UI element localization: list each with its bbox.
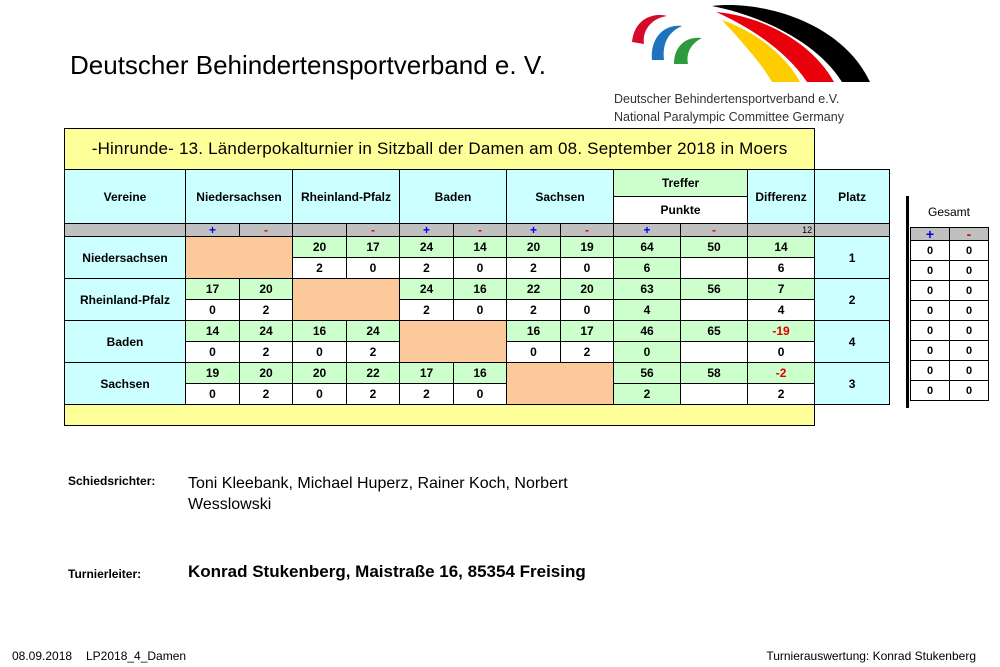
score-cell: 20 bbox=[240, 363, 293, 384]
punkte-header: Punkte bbox=[614, 197, 748, 224]
score-cell: 17 bbox=[186, 279, 240, 300]
score-cell: 4 bbox=[748, 300, 815, 321]
score-cell: 0 bbox=[293, 384, 347, 405]
score-cell: 2 bbox=[240, 342, 293, 363]
score-cell: 6 bbox=[614, 258, 681, 279]
score-cell: 58 bbox=[681, 363, 748, 384]
self-match-cell bbox=[507, 363, 614, 405]
gesamt-cell: 0 bbox=[911, 321, 950, 341]
col-header-sachsen: Sachsen bbox=[507, 170, 614, 224]
table-row bbox=[65, 363, 890, 384]
score-cell: 17 bbox=[347, 237, 400, 258]
score-cell: 2 bbox=[240, 384, 293, 405]
score-cell: 24 bbox=[347, 321, 400, 342]
score-cell: 2 bbox=[293, 258, 347, 279]
plus-sign: + bbox=[400, 224, 454, 237]
gesamt-row bbox=[911, 361, 989, 381]
score-cell: 0 bbox=[186, 384, 240, 405]
score-cell: 64 bbox=[614, 237, 681, 258]
table-row bbox=[65, 384, 890, 405]
score-cell: 20 bbox=[293, 237, 347, 258]
score-cell: 19 bbox=[561, 237, 614, 258]
score-cell: 2 bbox=[400, 384, 454, 405]
referee-label: Schiedsrichter: bbox=[68, 474, 156, 488]
gesamt-cell: 0 bbox=[950, 241, 989, 261]
vereine-header: Vereine bbox=[65, 170, 186, 224]
paralympic-logo-icon bbox=[612, 2, 874, 126]
gesamt-cell: 0 bbox=[911, 361, 950, 381]
score-cell: 65 bbox=[681, 321, 748, 342]
gesamt-row bbox=[911, 281, 989, 301]
gesamt-cell: 0 bbox=[911, 241, 950, 261]
gesamt-row bbox=[911, 261, 989, 281]
platz-header: Platz bbox=[815, 170, 890, 224]
score-cell: 20 bbox=[507, 237, 561, 258]
gesamt-row bbox=[911, 301, 989, 321]
score-cell: -2 bbox=[748, 363, 815, 384]
gesamt-row bbox=[911, 381, 989, 401]
score-cell: 0 bbox=[186, 342, 240, 363]
score-cell: 56 bbox=[614, 363, 681, 384]
score-cell: 20 bbox=[240, 279, 293, 300]
score-cell: 7 bbox=[748, 279, 815, 300]
score-cell bbox=[681, 384, 748, 405]
footer-evaluation: Turnierauswertung: Konrad Stukenberg bbox=[766, 649, 976, 663]
plus-sign: + bbox=[911, 228, 950, 241]
gesamt-table bbox=[910, 227, 989, 401]
team-name: Niedersachsen bbox=[65, 237, 186, 279]
score-cell: 14 bbox=[454, 237, 507, 258]
score-cell: 0 bbox=[454, 384, 507, 405]
score-cell: 0 bbox=[454, 300, 507, 321]
team-name: Sachsen bbox=[65, 363, 186, 405]
gesamt-row bbox=[911, 341, 989, 361]
score-cell: 14 bbox=[186, 321, 240, 342]
sign-note: 12 bbox=[748, 224, 815, 237]
gesamt-cell: 0 bbox=[950, 261, 989, 281]
col-header-baden: Baden bbox=[400, 170, 507, 224]
table-row bbox=[65, 237, 890, 258]
table-title: -Hinrunde- 13. Länderpokalturnier in Sitzball der Damen am 08. September 2018 in Moers bbox=[65, 129, 815, 170]
score-cell: 24 bbox=[400, 237, 454, 258]
director-label: Turnierleiter: bbox=[68, 567, 142, 581]
score-cell: 2 bbox=[561, 342, 614, 363]
score-cell bbox=[681, 258, 748, 279]
score-cell: 24 bbox=[400, 279, 454, 300]
score-cell: 2 bbox=[614, 384, 681, 405]
score-cell: 50 bbox=[681, 237, 748, 258]
gesamt-cell: 0 bbox=[950, 381, 989, 401]
differenz-header: Differenz bbox=[748, 170, 815, 224]
plus-sign: + bbox=[186, 224, 240, 237]
score-cell bbox=[681, 342, 748, 363]
plus-sign: + bbox=[507, 224, 561, 237]
gesamt-divider bbox=[906, 196, 909, 408]
gesamt-cell: 0 bbox=[911, 381, 950, 401]
treffer-header: Treffer bbox=[614, 170, 748, 197]
score-cell: 0 bbox=[347, 258, 400, 279]
self-match-cell bbox=[293, 279, 400, 321]
logo-caption-line1: Deutscher Behindertensportverband e.V. bbox=[614, 92, 840, 106]
col-header-niedersachsen: Niedersachsen bbox=[186, 170, 293, 224]
gesamt-cell: 0 bbox=[950, 361, 989, 381]
score-cell: 2 bbox=[507, 258, 561, 279]
table-row bbox=[65, 279, 890, 300]
gesamt-row bbox=[911, 241, 989, 261]
team-name: Baden bbox=[65, 321, 186, 363]
footer-date: 08.09.2018 bbox=[12, 649, 73, 663]
score-cell: 2 bbox=[400, 258, 454, 279]
platz-value: 2 bbox=[815, 279, 890, 321]
score-cell: 2 bbox=[240, 300, 293, 321]
score-cell: 0 bbox=[507, 342, 561, 363]
score-cell: 0 bbox=[293, 342, 347, 363]
minus-sign: - bbox=[347, 224, 400, 237]
score-cell: 19 bbox=[186, 363, 240, 384]
gesamt-cell: 0 bbox=[950, 341, 989, 361]
score-cell: 0 bbox=[561, 300, 614, 321]
score-cell: 6 bbox=[748, 258, 815, 279]
gesamt-cell: 0 bbox=[911, 341, 950, 361]
score-cell: 24 bbox=[240, 321, 293, 342]
score-cell: 0 bbox=[561, 258, 614, 279]
logo-caption-line2: National Paralympic Committee Germany bbox=[614, 110, 844, 124]
gesamt-cell: 0 bbox=[950, 301, 989, 321]
score-cell: 14 bbox=[748, 237, 815, 258]
footer-file: LP2018_4_Damen bbox=[86, 649, 187, 663]
self-match-cell bbox=[186, 237, 293, 279]
score-cell: 20 bbox=[561, 279, 614, 300]
minus-sign: - bbox=[240, 224, 293, 237]
score-cell: 63 bbox=[614, 279, 681, 300]
score-cell: 0 bbox=[186, 300, 240, 321]
score-cell: 46 bbox=[614, 321, 681, 342]
platz-value: 4 bbox=[815, 321, 890, 363]
platz-value: 1 bbox=[815, 237, 890, 279]
score-cell bbox=[681, 300, 748, 321]
score-cell: 20 bbox=[293, 363, 347, 384]
score-cell: 22 bbox=[507, 279, 561, 300]
results-table bbox=[64, 128, 890, 426]
score-cell: 0 bbox=[454, 258, 507, 279]
gesamt-cell: 0 bbox=[911, 281, 950, 301]
score-cell: 16 bbox=[454, 363, 507, 384]
score-cell: 16 bbox=[454, 279, 507, 300]
score-cell: 2 bbox=[400, 300, 454, 321]
gesamt-row bbox=[911, 321, 989, 341]
gesamt-cell: 0 bbox=[911, 261, 950, 281]
col-header-rheinland-pfalz: Rheinland-Pfalz bbox=[293, 170, 400, 224]
score-cell: 2 bbox=[347, 384, 400, 405]
score-cell: 56 bbox=[681, 279, 748, 300]
plus-sign: + bbox=[614, 224, 681, 237]
score-cell: 2 bbox=[347, 342, 400, 363]
gesamt-cell: 0 bbox=[950, 321, 989, 341]
gesamt-label: Gesamt bbox=[928, 205, 971, 219]
gesamt-cell: 0 bbox=[950, 281, 989, 301]
self-match-cell bbox=[400, 321, 507, 363]
minus-sign: - bbox=[561, 224, 614, 237]
table-row bbox=[65, 300, 890, 321]
score-cell: 22 bbox=[347, 363, 400, 384]
team-name: Rheinland-Pfalz bbox=[65, 279, 186, 321]
score-cell: 2 bbox=[748, 384, 815, 405]
score-cell: 17 bbox=[400, 363, 454, 384]
minus-sign: - bbox=[950, 228, 989, 241]
score-cell: 2 bbox=[507, 300, 561, 321]
gesamt-cell: 0 bbox=[911, 301, 950, 321]
director-value: Konrad Stukenberg, Maistraße 16, 85354 Freising bbox=[188, 562, 586, 581]
score-cell: -19 bbox=[748, 321, 815, 342]
score-cell: 17 bbox=[561, 321, 614, 342]
organization-title: Deutscher Behindertensportverband e. V. bbox=[70, 50, 547, 80]
score-cell: 16 bbox=[293, 321, 347, 342]
score-cell: 4 bbox=[614, 300, 681, 321]
platz-value: 3 bbox=[815, 363, 890, 405]
referee-names: Toni Kleebank, Michael Huperz, Rainer Koch, Norbert Wesslowski bbox=[188, 475, 568, 513]
minus-sign: - bbox=[454, 224, 507, 237]
score-cell: 0 bbox=[614, 342, 681, 363]
table-row bbox=[65, 321, 890, 342]
score-cell: 0 bbox=[748, 342, 815, 363]
minus-sign: - bbox=[681, 224, 748, 237]
score-cell: 16 bbox=[507, 321, 561, 342]
